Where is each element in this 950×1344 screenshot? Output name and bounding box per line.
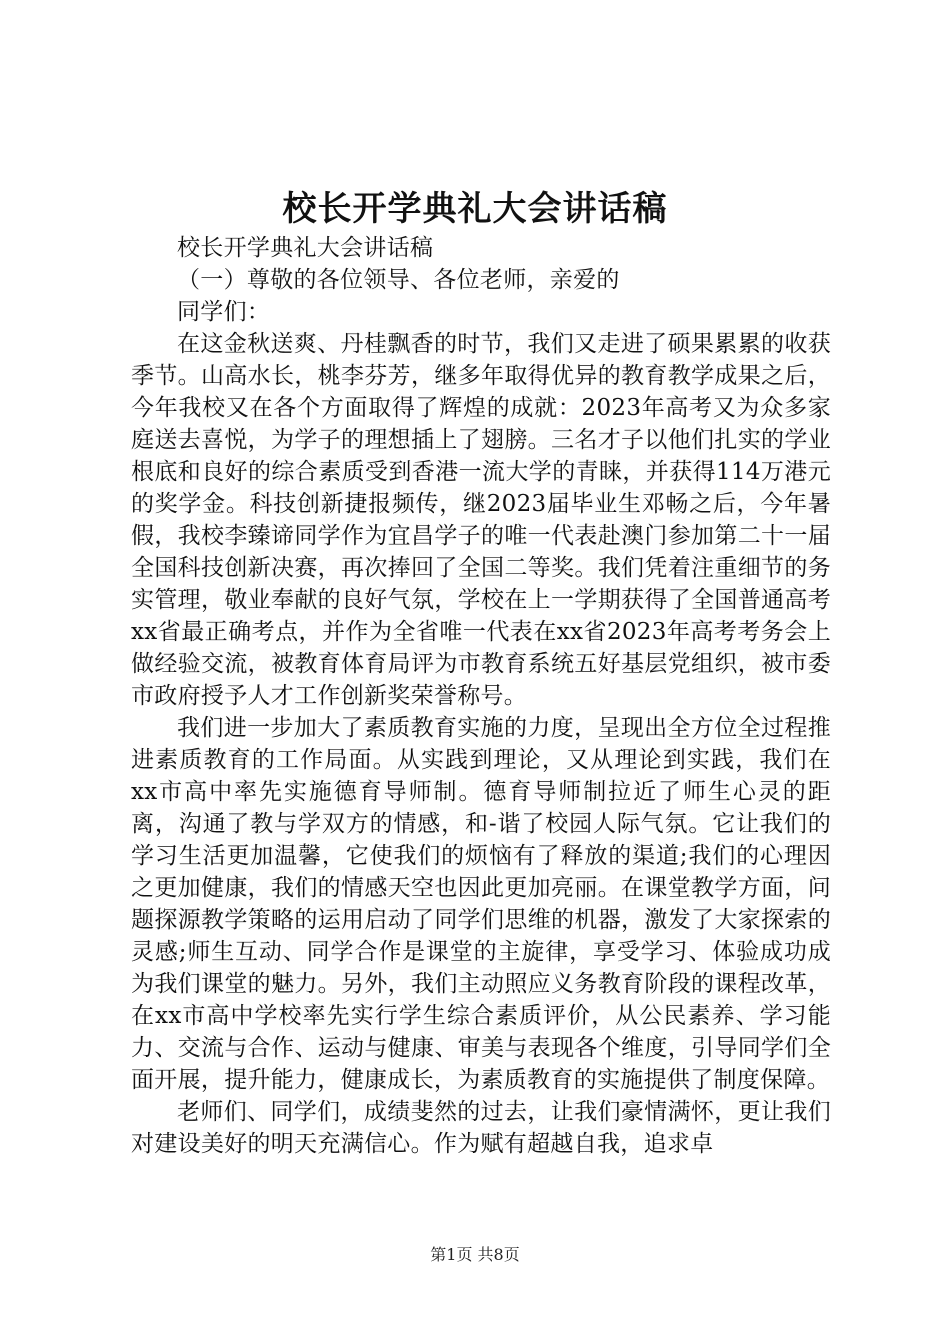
salutation-line-1: （一）尊敬的各位领导、各位老师，亲爱的	[177, 267, 620, 293]
body-paragraph-quality-education: 我们进一步加大了素质教育实施的力度，呈现出全方位全过程推进素质教育的工作局面。从实践到理论，又从理论到实践，我们在xx市高中率先实施德育导师制。德育导师制拉近了师生心灵的距离，沟通了教与学双方的情感，和-谐了校园人际气氛。它让我们的学习生活更加温馨，它使我们的烦恼有了释放的渠道;我们的心理因之更加健康，我们的情感天空也因此更加亮丽。在课堂教学方面，问题探源教学策略的运用启动了同学们思维的机器，激发了大家探索的灵感;师生互动、同学合作是课堂的主旋律，享受学习、体验成功成为我们课堂的魅力。另外，我们主动照应义务教育阶段的课程改革，在xx市高中学校率先实行学生综合素质评价，从公民素养、学习能力、交流与合作、运动与健康、审美与表现各个维度，引导同学们全面开展，提升能力，健康成长，为素质教育的实施提供了制度保障。	[131, 715, 831, 1093]
subtitle-paragraph: 校长开学典礼大会讲话稿	[177, 235, 434, 261]
salutation-line-2: 同学们：	[177, 299, 271, 325]
document-title: 校长开学典礼大会讲话稿	[282, 189, 668, 229]
body-paragraph-achievements: 在这金秋送爽、丹桂飘香的时节，我们又走进了硕果累累的收获季节。山高水长，桃李芬芳，继多年取得优异的教育教学成果之后，今年我校又在各个方面取得了辉煌的成就：2023年高考又为众多家庭送去喜悦，为学子的理想插上了翅膀。三名才子以他们扎实的学业根底和良好的综合素质受到香港一流大学的青睐，并获得114万港元的奖学金。科技创新捷报频传，继2023届毕业生邓畅之后，今年暑假，我校李臻谛同学作为宜昌学子的唯一代表赴澳门参加第二十一届全国科技创新决赛，再次捧回了全国二等奖。我们凭着注重细节的务实管理，敬业奉献的良好气氛，学校在上一学期获得了全国普通高考xx省最正确考点，并作为全省唯一代表在xx省2023年高考考务会上做经验交流，被教育体育局评为市教育系统五好基层党组织，被市委市政府授予人才工作创新奖荣誉称号。	[131, 331, 831, 709]
body-paragraph-closing: 老师们、同学们，成绩斐然的过去，让我们豪情满怀，更让我们对建设美好的明天充满信心。作为赋有超越自我，追求卓	[131, 1099, 831, 1157]
page-footer: 第1页 共8页	[430, 1245, 520, 1264]
document-body	[131, 232, 831, 1160]
